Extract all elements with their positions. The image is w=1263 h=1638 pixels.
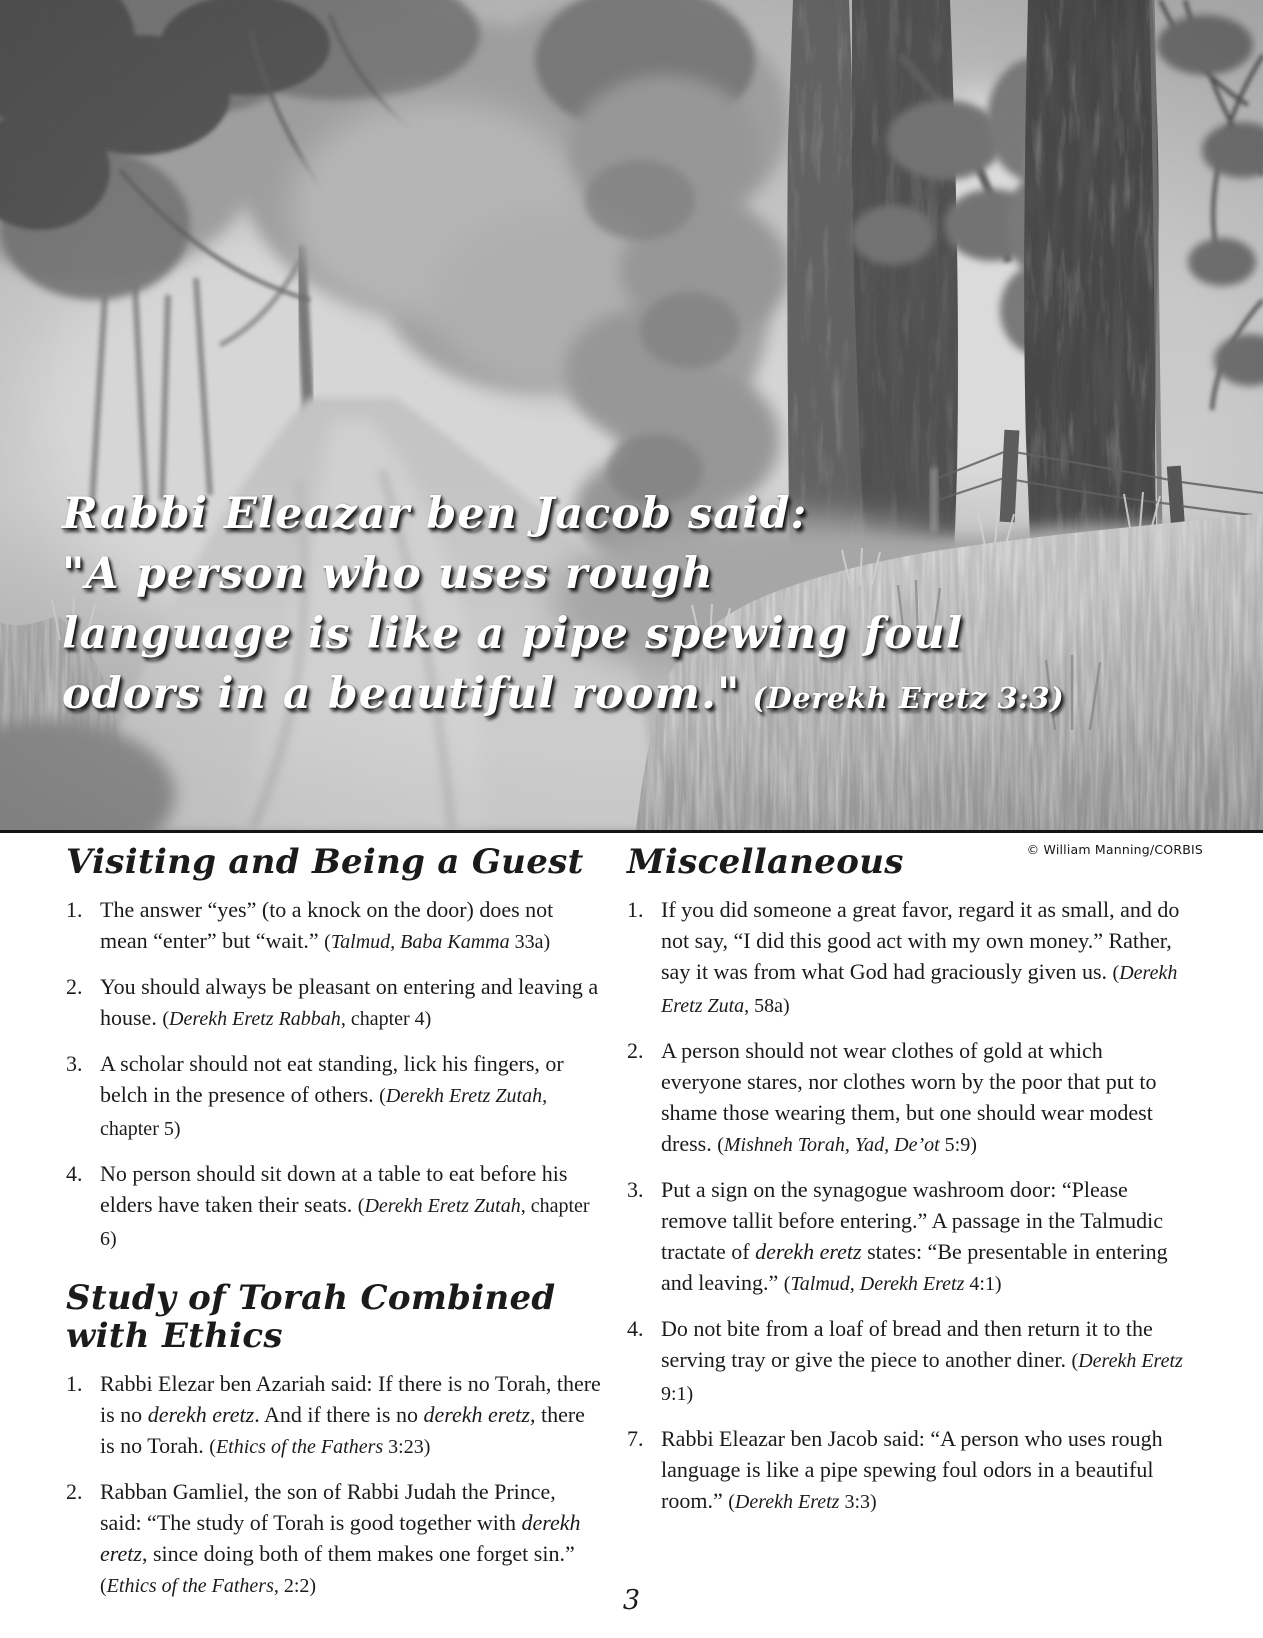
item-text: Put a sign on the synagogue washroom door: “Please remove tallit before entering.” A passage in the Talmudic tractate of derekh eretz states: “Be presentable in entering and leaving.” (Talmud, Derekh Eretz 4:1) — [661, 1177, 1168, 1296]
item-text: Rabbi Elezar ben Azariah said: If there is no Torah, there is no derekh eretz. And if there is no derekh eretz, there is no Torah. (Ethics of the Fathers 3:23) — [100, 1371, 601, 1459]
list-item — [627, 1313, 1187, 1410]
section-heading: Study of Torah Combined with Ethics — [66, 1278, 556, 1357]
item-text: If you did someone a great favor, regard it as small, and do not say, “I did this good act with my own money.” Rather, say it was from what God had graciously given us. (Derekh Eretz Zuta, 58a) — [661, 897, 1180, 1018]
item-text: Do not bite from a loaf of bread and then return it to the serving tray or give the piece to another diner. (Derekh Eretz 9:1) — [661, 1316, 1183, 1406]
list-item — [627, 1174, 1187, 1300]
list-item — [627, 1035, 1187, 1161]
quote-line-text: odors in a beautiful room." — [62, 669, 741, 719]
quote-line: Rabbi Eleazar ben Jacob said: — [62, 489, 808, 539]
item-text: The answer “yes” (to a knock on the door) does not mean “enter” but “wait.” (Talmud, Baba Kamma 33a) — [100, 897, 554, 954]
list-item — [66, 1158, 601, 1255]
list-item — [66, 894, 601, 958]
item-text: Rabban Gamliel, the son of Rabbi Judah the Prince, said: “The study of Torah is good together with derekh eretz, since doing both of them makes one forget sin.” (Ethics of the Fathers, 2:2) — [100, 1479, 581, 1598]
photo-quote — [62, 484, 1064, 728]
item-text: You should always be pleasant on entering and leaving a house. (Derekh Eretz Rabbah, chapter 4) — [100, 974, 599, 1031]
section-heading: Miscellaneous — [627, 842, 904, 882]
right-column — [627, 843, 1187, 1615]
item-text: Rabbi Eleazar ben Jacob said: “A person who uses rough language is like a pipe spewing foul odors in a beautiful room.” (Derekh Eretz 3:3) — [661, 1426, 1163, 1514]
item-text: A person should not wear clothes of gold at which everyone stares, nor clothes worn by the poor that put to shame those wearing them, but one should wear modest dress. (Mishneh Torah, Yad, De’ot 5:9) — [661, 1038, 1157, 1157]
left-column — [66, 843, 601, 1615]
photo-credit: © William Manning/CORBIS — [1026, 842, 1203, 857]
quote-citation: (Derekh Eretz 3:3) — [752, 681, 1065, 715]
section-heading: Visiting and Being a Guest — [66, 842, 584, 882]
item-number: 7. — [627, 1426, 644, 1452]
list-item — [66, 1368, 601, 1463]
item-number: 4. — [627, 1316, 644, 1342]
item-number: 1. — [66, 897, 83, 923]
item-number: 2. — [627, 1038, 644, 1064]
item-number: 3. — [627, 1177, 644, 1203]
item-number: 4. — [66, 1161, 83, 1187]
item-text: A scholar should not eat standing, lick his fingers, or belch in the presence of others. (Derekh Eretz Zutah, chapter 5) — [100, 1051, 564, 1141]
list-item — [66, 971, 601, 1035]
item-number: 1. — [66, 1371, 83, 1397]
item-number: 2. — [66, 974, 83, 1000]
quote-line — [62, 664, 1064, 728]
list-item — [66, 1476, 601, 1602]
item-number: 1. — [627, 897, 644, 923]
content-columns — [0, 833, 1263, 1615]
quote-line: "A person who uses rough — [62, 549, 714, 599]
item-number: 3. — [66, 1051, 83, 1077]
list-item — [66, 1048, 601, 1145]
page-number: 3 — [622, 1585, 641, 1616]
item-text: No person should sit down at a table to eat before his elders have taken their seats. (Derekh Eretz Zutah, chapter 6) — [100, 1161, 590, 1251]
quote-line: language is like a pipe spewing foul — [62, 609, 964, 659]
list-item — [627, 894, 1187, 1022]
list-item — [627, 1423, 1187, 1518]
item-number: 2. — [66, 1479, 83, 1505]
